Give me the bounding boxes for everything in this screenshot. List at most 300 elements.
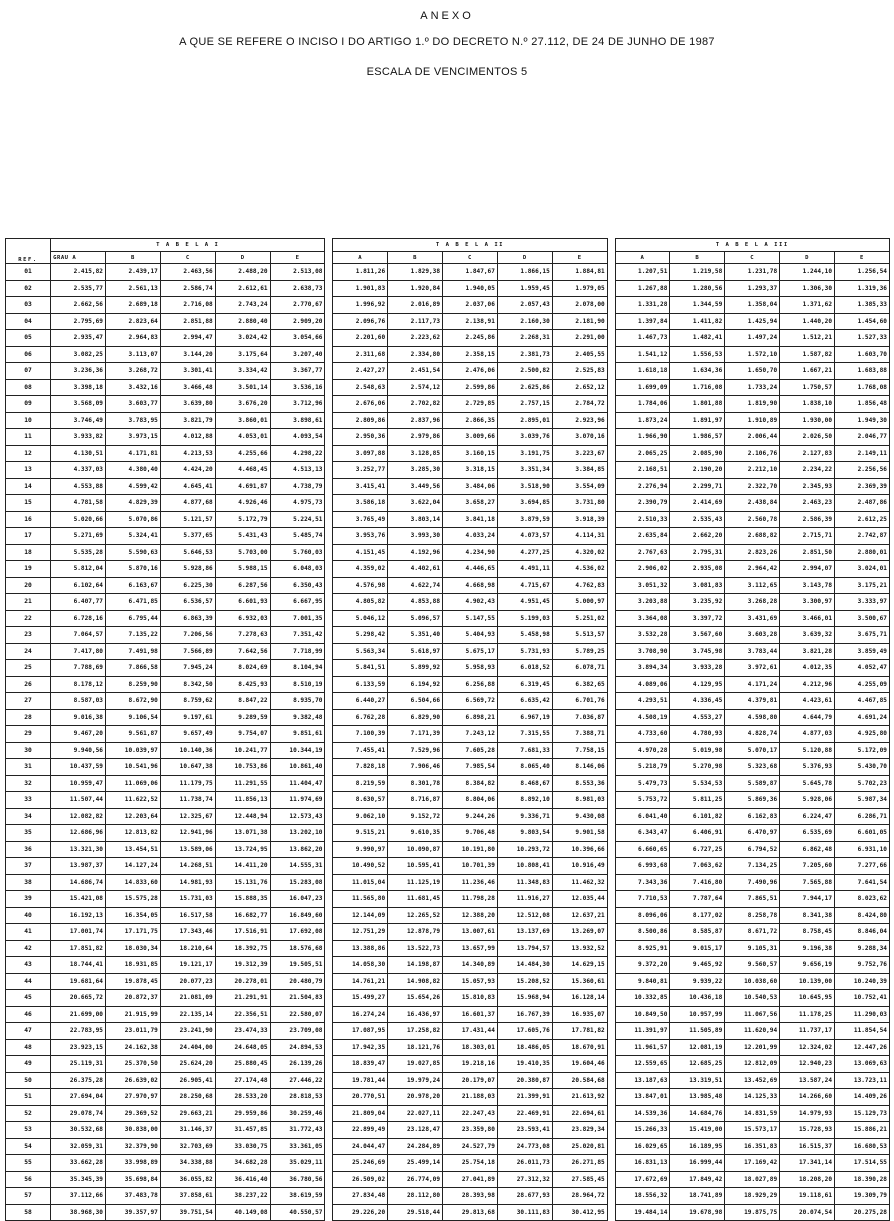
salary-cell: 8.758,45 <box>780 924 835 941</box>
table-row <box>6 379 890 396</box>
table-row <box>6 297 890 314</box>
salary-cell: 1.556,53 <box>670 346 725 363</box>
salary-cell: 14.833,60 <box>105 874 160 891</box>
salary-cell: 7.134,25 <box>725 858 780 875</box>
ref-cell: 01 <box>6 264 51 281</box>
salary-cell: 6.343,47 <box>615 825 670 842</box>
salary-cell: 13.862,20 <box>270 841 325 858</box>
salary-cell: 1.801,88 <box>670 396 725 413</box>
salary-cell: 4.668,98 <box>443 577 498 594</box>
salary-cell: 3.639,32 <box>780 627 835 644</box>
salary-cell: 3.128,85 <box>388 445 443 462</box>
salary-cell: 3.694,85 <box>497 495 552 512</box>
salary-cell: 4.829,39 <box>105 495 160 512</box>
salary-cell: 3.097,88 <box>333 445 388 462</box>
salary-cell: 4.715,67 <box>497 577 552 594</box>
salary-cell: 38.619,59 <box>270 1188 325 1205</box>
salary-cell: 18.303,01 <box>443 1039 498 1056</box>
table-separator <box>325 775 333 792</box>
salary-cell: 3.351,34 <box>497 462 552 479</box>
salary-cell: 14.409,26 <box>835 1089 890 1106</box>
salary-cell: 4.513,13 <box>270 462 325 479</box>
salary-cell: 4.073,57 <box>497 528 552 545</box>
salary-cell: 16.831,13 <box>615 1155 670 1172</box>
salary-cell: 15.575,28 <box>105 891 160 908</box>
salary-cell: 3.333,97 <box>835 594 890 611</box>
ref-cell: 16 <box>6 511 51 528</box>
salary-cell: 5.323,68 <box>725 759 780 776</box>
salary-cell: 2.427,27 <box>333 363 388 380</box>
salary-cell: 14.484,30 <box>497 957 552 974</box>
salary-cell: 10.647,38 <box>160 759 215 776</box>
salary-cell: 5.070,17 <box>725 742 780 759</box>
table-separator <box>607 627 615 644</box>
salary-cell: 6.762,28 <box>333 709 388 726</box>
salary-cell: 2.438,84 <box>725 495 780 512</box>
salary-cell: 2.065,25 <box>615 445 670 462</box>
salary-cell: 21.915,99 <box>105 1006 160 1023</box>
salary-cell: 2.635,84 <box>615 528 670 545</box>
salary-cell: 4.052,47 <box>835 660 890 677</box>
salary-cell: 2.513,08 <box>270 264 325 281</box>
ref-cell: 15 <box>6 495 51 512</box>
salary-cell: 13.202,10 <box>270 825 325 842</box>
salary-cell: 2.358,15 <box>443 346 498 363</box>
salary-cell: 23.241,90 <box>160 1023 215 1040</box>
salary-cell: 17.849,42 <box>670 1171 725 1188</box>
salary-cell: 10.541,96 <box>105 759 160 776</box>
salary-cell: 5.020,66 <box>51 511 106 528</box>
table-row <box>6 610 890 627</box>
salary-cell: 19.878,45 <box>105 973 160 990</box>
salary-cell: 2.510,33 <box>615 511 670 528</box>
salary-cell: 3.841,18 <box>443 511 498 528</box>
salary-cell: 7.985,54 <box>443 759 498 776</box>
salary-cell: 9.062,10 <box>333 808 388 825</box>
table-separator <box>325 825 333 842</box>
salary-cell: 3.285,30 <box>388 462 443 479</box>
salary-cell: 3.175,64 <box>215 346 270 363</box>
table-separator <box>607 924 615 941</box>
salary-cell: 38.968,30 <box>51 1204 106 1221</box>
salary-cell: 31.772,43 <box>270 1122 325 1139</box>
salary-cell: 34.338,88 <box>160 1155 215 1172</box>
salary-cell: 28.393,98 <box>443 1188 498 1205</box>
salary-cell: 7.565,88 <box>780 874 835 891</box>
salary-cell: 13.269,07 <box>552 924 607 941</box>
salary-cell: 37.112,66 <box>51 1188 106 1205</box>
table-separator <box>325 1105 333 1122</box>
table-separator <box>325 412 333 429</box>
salary-cell: 7.388,71 <box>552 726 607 743</box>
salary-cell: 1.891,97 <box>670 412 725 429</box>
salary-cell: 5.841,51 <box>333 660 388 677</box>
salary-cell: 2.276,94 <box>615 478 670 495</box>
salary-cell: 11.404,47 <box>270 775 325 792</box>
table-separator <box>607 297 615 314</box>
salary-cell: 22.783,95 <box>51 1023 106 1040</box>
salary-cell: 3.160,15 <box>443 445 498 462</box>
salary-cell: 28.677,93 <box>497 1188 552 1205</box>
salary-cell: 1.930,00 <box>780 412 835 429</box>
salary-cell: 3.268,28 <box>725 594 780 611</box>
salary-cell: 13.985,48 <box>670 1089 725 1106</box>
salary-cell: 5.702,23 <box>835 775 890 792</box>
salary-cell: 2.525,83 <box>552 363 607 380</box>
table-separator <box>607 676 615 693</box>
salary-cell: 27.970,97 <box>105 1089 160 1106</box>
salary-cell: 7.906,46 <box>388 759 443 776</box>
ref-cell: 04 <box>6 313 51 330</box>
salary-cell: 5.070,86 <box>105 511 160 528</box>
ref-cell: 27 <box>6 693 51 710</box>
salary-cell: 18.576,68 <box>270 940 325 957</box>
table-separator <box>325 561 333 578</box>
salary-cell: 29.813,68 <box>443 1204 498 1221</box>
salary-cell: 15.419,00 <box>670 1122 725 1139</box>
salary-cell: 5.479,73 <box>615 775 670 792</box>
salary-cell: 3.639,80 <box>160 396 215 413</box>
table-separator <box>607 973 615 990</box>
salary-cell: 5.645,78 <box>780 775 835 792</box>
salary-cell: 13.137,69 <box>497 924 552 941</box>
table-row <box>6 577 890 594</box>
salary-cell: 19.875,75 <box>725 1204 780 1221</box>
salary-cell: 9.990,97 <box>333 841 388 858</box>
table-separator <box>325 363 333 380</box>
salary-cell: 17.169,42 <box>725 1155 780 1172</box>
salary-cell: 4.781,58 <box>51 495 106 512</box>
salary-cell: 4.762,83 <box>552 577 607 594</box>
salary-cell: 8.759,62 <box>160 693 215 710</box>
salary-cell: 6.224,47 <box>780 808 835 825</box>
salary-cell: 8.219,59 <box>333 775 388 792</box>
table-separator <box>325 874 333 891</box>
salary-cell: 16.935,07 <box>552 1006 607 1023</box>
salary-cell: 4.645,41 <box>160 478 215 495</box>
table-separator <box>325 693 333 710</box>
salary-cell: 1.979,05 <box>552 280 607 297</box>
salary-cell: 2.078,00 <box>552 297 607 314</box>
salary-cell: 4.337,03 <box>51 462 106 479</box>
table-separator <box>325 973 333 990</box>
salary-cell: 3.207,40 <box>270 346 325 363</box>
salary-cell: 29.369,52 <box>105 1105 160 1122</box>
table-row <box>6 792 890 809</box>
salary-cell: 8.585,87 <box>670 924 725 941</box>
salary-cell: 10.957,99 <box>670 1006 725 1023</box>
salary-cell: 15.360,61 <box>552 973 607 990</box>
salary-cell: 1.587,82 <box>780 346 835 363</box>
salary-cell: 4.738,79 <box>270 478 325 495</box>
salary-cell: 13.794,57 <box>497 940 552 957</box>
ref-cell: 06 <box>6 346 51 363</box>
salary-cell: 3.859,49 <box>835 643 890 660</box>
salary-cell: 12.035,44 <box>552 891 607 908</box>
salary-cell: 1.231,78 <box>725 264 780 281</box>
salary-cell: 1.996,92 <box>333 297 388 314</box>
salary-cell: 3.972,61 <box>725 660 780 677</box>
salary-cell: 10.293,72 <box>497 841 552 858</box>
table-separator <box>325 511 333 528</box>
column-header: E <box>270 252 325 264</box>
table-separator <box>607 742 615 759</box>
salary-cell: 4.380,40 <box>105 462 160 479</box>
salary-cell: 6.660,65 <box>615 841 670 858</box>
salary-cell: 8.301,78 <box>388 775 443 792</box>
salary-cell: 13.069,63 <box>835 1056 890 1073</box>
salary-cell: 11.291,55 <box>215 775 270 792</box>
salary-cell: 20.275,28 <box>835 1204 890 1221</box>
salary-cell: 7.205,60 <box>780 858 835 875</box>
table-row <box>6 924 890 941</box>
salary-cell: 19.678,98 <box>670 1204 725 1221</box>
salary-cell: 8.146,06 <box>552 759 607 776</box>
salary-cell: 2.096,76 <box>333 313 388 330</box>
ref-cell: 08 <box>6 379 51 396</box>
salary-cell: 5.224,51 <box>270 511 325 528</box>
salary-cell: 1.411,82 <box>670 313 725 330</box>
salary-cell: 10.332,85 <box>615 990 670 1007</box>
salary-cell: 24.527,79 <box>443 1138 498 1155</box>
salary-cell: 7.491,98 <box>105 643 160 660</box>
salary-cell: 4.114,31 <box>552 528 607 545</box>
salary-cell: 25.499,14 <box>388 1155 443 1172</box>
salary-cell: 19.410,35 <box>497 1056 552 1073</box>
salary-cell: 1.219,58 <box>670 264 725 281</box>
salary-cell: 10.437,59 <box>51 759 106 776</box>
table-separator <box>325 297 333 314</box>
salary-cell: 20.978,20 <box>388 1089 443 1106</box>
salary-cell: 3.081,83 <box>670 577 725 594</box>
salary-cell: 20.770,51 <box>333 1089 388 1106</box>
salary-cell: 3.009,66 <box>443 429 498 446</box>
salary-cell: 27.041,89 <box>443 1171 498 1188</box>
salary-cell: 15.266,33 <box>615 1122 670 1139</box>
salary-cell: 18.839,47 <box>333 1056 388 1073</box>
table-separator <box>607 660 615 677</box>
salary-scale-table <box>5 238 890 1221</box>
salary-cell: 17.258,82 <box>388 1023 443 1040</box>
salary-cell: 14.125,33 <box>725 1089 780 1106</box>
salary-cell: 16.047,23 <box>270 891 325 908</box>
salary-cell: 25.119,31 <box>51 1056 106 1073</box>
salary-cell: 28.112,80 <box>388 1188 443 1205</box>
salary-cell: 6.931,10 <box>835 841 890 858</box>
salary-cell: 14.411,20 <box>215 858 270 875</box>
salary-cell: 2.715,71 <box>780 528 835 545</box>
ref-cell: 13 <box>6 462 51 479</box>
salary-cell: 5.812,04 <box>51 561 106 578</box>
table-separator <box>607 841 615 858</box>
salary-cell: 1.306,30 <box>780 280 835 297</box>
salary-cell: 1.497,24 <box>725 330 780 347</box>
salary-cell: 4.089,06 <box>615 676 670 693</box>
salary-cell: 36.416,40 <box>215 1171 270 1188</box>
salary-cell: 8.847,22 <box>215 693 270 710</box>
salary-cell: 14.555,31 <box>270 858 325 875</box>
salary-cell: 12.559,65 <box>615 1056 670 1073</box>
salary-cell: 1.603,70 <box>835 346 890 363</box>
salary-cell: 18.556,32 <box>615 1188 670 1205</box>
ref-cell: 11 <box>6 429 51 446</box>
table-separator <box>607 379 615 396</box>
salary-cell: 6.287,56 <box>215 577 270 594</box>
salary-cell: 8.716,87 <box>388 792 443 809</box>
salary-cell: 2.795,31 <box>670 544 725 561</box>
salary-cell: 5.535,28 <box>51 544 106 561</box>
salary-cell: 13.987,37 <box>51 858 106 875</box>
salary-cell: 6.101,82 <box>670 808 725 825</box>
salary-cell: 10.241,77 <box>215 742 270 759</box>
salary-cell: 6.504,66 <box>388 693 443 710</box>
salary-cell: 3.051,32 <box>615 577 670 594</box>
salary-cell: 20.074,54 <box>780 1204 835 1221</box>
salary-cell: 5.789,25 <box>552 643 607 660</box>
salary-cell: 3.879,59 <box>497 511 552 528</box>
salary-cell: 20.665,72 <box>51 990 106 1007</box>
salary-cell: 2.160,30 <box>497 313 552 330</box>
salary-cell: 2.586,39 <box>780 511 835 528</box>
salary-cell: 5.431,43 <box>215 528 270 545</box>
salary-cell: 5.458,98 <box>497 627 552 644</box>
salary-cell: 4.129,95 <box>670 676 725 693</box>
salary-cell: 5.199,03 <box>497 610 552 627</box>
salary-cell: 4.970,28 <box>615 742 670 759</box>
salary-cell: 32.379,90 <box>105 1138 160 1155</box>
salary-cell: 1.385,33 <box>835 297 890 314</box>
table-row <box>6 528 890 545</box>
salary-cell: 4.255,09 <box>835 676 890 693</box>
ref-cell: 02 <box>6 280 51 297</box>
salary-cell: 26.139,26 <box>270 1056 325 1073</box>
salary-cell: 5.987,34 <box>835 792 890 809</box>
table-separator <box>607 1138 615 1155</box>
salary-cell: 20.872,37 <box>105 990 160 1007</box>
salary-cell: 21.399,91 <box>497 1089 552 1106</box>
table-separator <box>325 940 333 957</box>
salary-cell: 4.780,93 <box>670 726 725 743</box>
salary-cell: 9.840,81 <box>615 973 670 990</box>
salary-cell: 22.469,91 <box>497 1105 552 1122</box>
salary-cell: 6.536,57 <box>160 594 215 611</box>
salary-cell: 12.573,43 <box>270 808 325 825</box>
salary-cell: 21.188,03 <box>443 1089 498 1106</box>
salary-cell: 11.015,04 <box>333 874 388 891</box>
salary-cell: 1.910,89 <box>725 412 780 429</box>
salary-cell: 2.037,06 <box>443 297 498 314</box>
table-separator <box>325 330 333 347</box>
salary-cell: 9.610,35 <box>388 825 443 842</box>
salary-cell: 3.398,18 <box>51 379 106 396</box>
salary-cell: 3.894,34 <box>615 660 670 677</box>
salary-cell: 3.175,21 <box>835 577 890 594</box>
salary-cell: 14.127,24 <box>105 858 160 875</box>
table-separator <box>607 528 615 545</box>
salary-cell: 2.106,76 <box>725 445 780 462</box>
salary-cell: 4.691,87 <box>215 478 270 495</box>
table-separator <box>607 759 615 776</box>
salary-cell: 29.959,86 <box>215 1105 270 1122</box>
salary-cell: 4.093,54 <box>270 429 325 446</box>
salary-cell: 3.252,77 <box>333 462 388 479</box>
salary-cell: 19.121,17 <box>160 957 215 974</box>
salary-cell: 30.532,68 <box>51 1122 106 1139</box>
salary-cell: 7.416,80 <box>670 874 725 891</box>
salary-cell: 16.515,37 <box>780 1138 835 1155</box>
salary-cell: 11.620,94 <box>725 1023 780 1040</box>
salary-cell: 3.567,60 <box>670 627 725 644</box>
salary-cell: 12.637,21 <box>552 907 607 924</box>
salary-cell: 12.081,19 <box>670 1039 725 1056</box>
salary-cell: 10.861,40 <box>270 759 325 776</box>
table-row <box>6 1155 890 1172</box>
table-separator <box>607 792 615 809</box>
table-separator <box>607 313 615 330</box>
salary-cell: 5.675,17 <box>443 643 498 660</box>
ref-cell: 38 <box>6 874 51 891</box>
table-separator <box>607 577 615 594</box>
salary-cell: 4.828,74 <box>725 726 780 743</box>
salary-cell: 2.994,07 <box>780 561 835 578</box>
salary-cell: 1.819,90 <box>725 396 780 413</box>
salary-cell: 10.396,66 <box>552 841 607 858</box>
salary-cell: 2.201,60 <box>333 330 388 347</box>
salary-cell: 9.656,19 <box>780 957 835 974</box>
salary-cell: 19.604,46 <box>552 1056 607 1073</box>
table-row <box>6 445 890 462</box>
table-separator <box>325 528 333 545</box>
table-row <box>6 957 890 974</box>
ref-cell: 03 <box>6 297 51 314</box>
salary-cell: 2.823,64 <box>105 313 160 330</box>
table-row <box>6 1056 890 1073</box>
salary-cell: 5.988,15 <box>215 561 270 578</box>
table-row <box>6 363 890 380</box>
salary-cell: 7.315,55 <box>497 726 552 743</box>
salary-cell: 27.694,04 <box>51 1089 106 1106</box>
table-separator <box>325 792 333 809</box>
salary-cell: 18.929,29 <box>725 1188 780 1205</box>
salary-cell: 5.120,88 <box>780 742 835 759</box>
salary-cell: 21.081,09 <box>160 990 215 1007</box>
salary-cell: 2.688,82 <box>725 528 780 545</box>
salary-cell: 7.278,63 <box>215 627 270 644</box>
salary-cell: 15.968,94 <box>497 990 552 1007</box>
salary-cell: 7.787,64 <box>670 891 725 908</box>
salary-cell: 19.312,39 <box>215 957 270 974</box>
salary-cell: 1.847,67 <box>443 264 498 281</box>
salary-cell: 20.584,68 <box>552 1072 607 1089</box>
salary-cell: 16.128,14 <box>552 990 607 1007</box>
salary-cell: 12.447,26 <box>835 1039 890 1056</box>
table-row <box>6 396 890 413</box>
salary-cell: 2.212,10 <box>725 462 780 479</box>
salary-cell: 23.829,34 <box>552 1122 607 1139</box>
salary-cell: 8.630,57 <box>333 792 388 809</box>
salary-cell: 16.999,44 <box>670 1155 725 1172</box>
salary-cell: 22.027,11 <box>388 1105 443 1122</box>
table-row <box>6 429 890 446</box>
table-separator <box>607 990 615 1007</box>
salary-cell: 5.430,70 <box>835 759 890 776</box>
salary-cell: 9.465,92 <box>670 957 725 974</box>
salary-cell: 1.634,36 <box>670 363 725 380</box>
salary-cell: 38.237,22 <box>215 1188 270 1205</box>
salary-cell: 26.639,02 <box>105 1072 160 1089</box>
salary-cell: 3.918,39 <box>552 511 607 528</box>
salary-cell: 13.007,61 <box>443 924 498 941</box>
